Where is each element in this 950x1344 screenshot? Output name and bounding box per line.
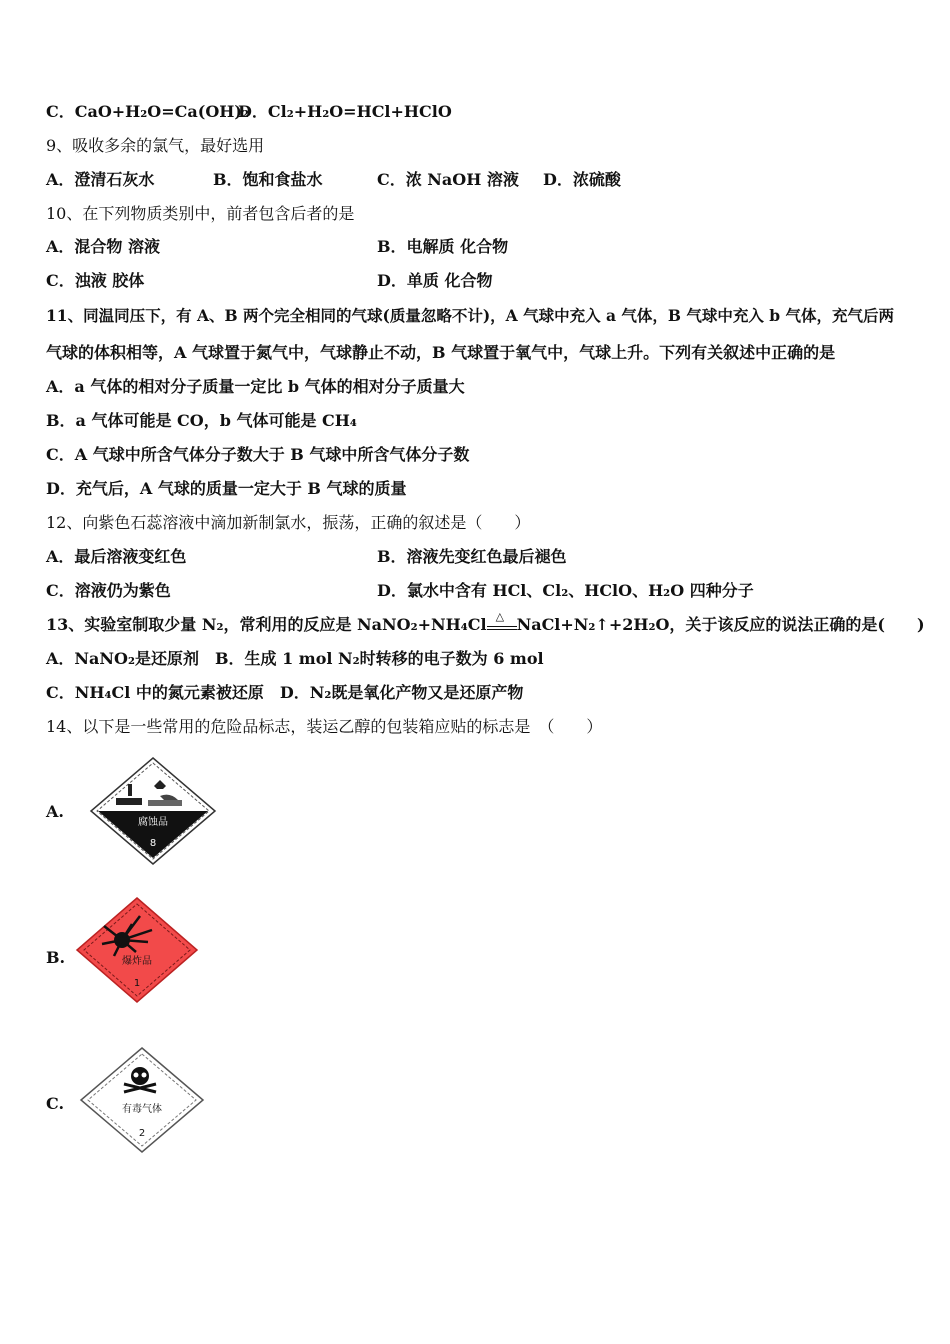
q11-stem-line2: 气球的体积相等，A 气球置于氮气中，气球静止不动，B 气球置于氧气中，气球上升。下列有关叙述中正确的是 [46,343,836,362]
explosive-sign-text: 爆炸品 [122,956,152,967]
q9-option-b: B．饱和食盐水 [213,170,323,189]
q11-option-c: C．A 气球中所含气体分子数大于 B 气球中所含气体分子数 [46,445,470,464]
q11-option-a: A．a 气体的相对分子质量一定比 b 气体的相对分子质量大 [46,377,465,396]
heat-triangle-icon: △ [495,610,505,623]
q12-option-c: C．溶液仍为紫色 [46,581,171,600]
q12-stem: 12、向紫色石蕊溶液中滴加新制氯水，振荡，正确的叙述是（ ） [46,513,531,532]
explosive-sign-number: 1 [133,978,141,989]
q13-stem-after: NaCl+N₂↑+2H₂O，关于该反应的说法正确的是( ) [516,615,925,634]
q14-option-b-label: B. [46,948,66,967]
corrosive-sign-icon [88,756,218,866]
q12-option-a: A．最后溶液变红色 [46,547,187,566]
explosive-sign-icon [74,896,200,1004]
q9-option-c: C．浓 NaOH 溶液 [377,170,519,189]
q10-option-b: B．电解质 化合物 [377,237,509,256]
q13-options-ab: A．NaNO₂是还原剂 B．生成 1 mol N₂时转移的电子数为 6 mol [46,649,544,668]
q9-option-a: A．澄清石灰水 [46,170,155,189]
q13-options-cd: C．NH₄Cl 中的氮元素被还原 D．N₂既是氧化产物又是还原产物 [46,683,524,702]
q12-option-d: D．氯水中含有 HCl、Cl₂、HClO、H₂O 四种分子 [377,581,754,600]
q11-option-b: B．a 气体可能是 CO，b 气体可能是 CH₄ [46,411,357,430]
toxic-gas-sign-icon [78,1046,206,1154]
heating-condition [487,610,517,630]
q9-option-d: D．浓硫酸 [543,170,621,189]
q10-option-d: D．单质 化合物 [377,271,493,290]
q10-option-a: A．混合物 溶液 [46,237,160,256]
q9-stem: 9、吸收多余的氯气，最好选用 [46,136,265,155]
q10-stem: 10、在下列物质类别中，前者包含后者的是 [46,204,355,223]
q14-option-c-label: C. [46,1094,65,1113]
q14-stem: 14、以下是一些常用的危险品标志，装运乙醇的包装箱应贴的标志是 （ ） [46,717,603,736]
q13-stem [46,610,925,635]
q11-option-d: D．充气后，A 气球的质量一定大于 B 气球的质量 [46,479,407,498]
toxic-gas-sign-number: 2 [138,1128,146,1139]
q10-option-c: C．浊液 胶体 [46,271,145,290]
q8-option-c: C．CaO+H₂O=Ca(OH)₂ [46,102,249,121]
q12-option-b: B．溶液先变红色最后褪色 [377,547,567,566]
q11-stem-line1: 11、同温同压下，有 A、B 两个完全相同的气球(质量忽略不计)，A 气球中充入 a 气体，B 气球中充入 b 气体，充气后两 [46,306,895,325]
q13-stem-before: 13、实验室制取少量 N₂，常利用的反应是 NaNO₂+NH₄Cl [46,615,487,634]
corrosive-sign-number: 8 [149,838,157,849]
q8-option-d: D．Cl₂+H₂O=HCl+HClO [238,102,452,121]
q14-option-a-label: A. [46,802,64,821]
toxic-gas-sign-text: 有毒气体 [122,1104,162,1115]
corrosive-sign-text: 腐蚀品 [138,817,168,828]
